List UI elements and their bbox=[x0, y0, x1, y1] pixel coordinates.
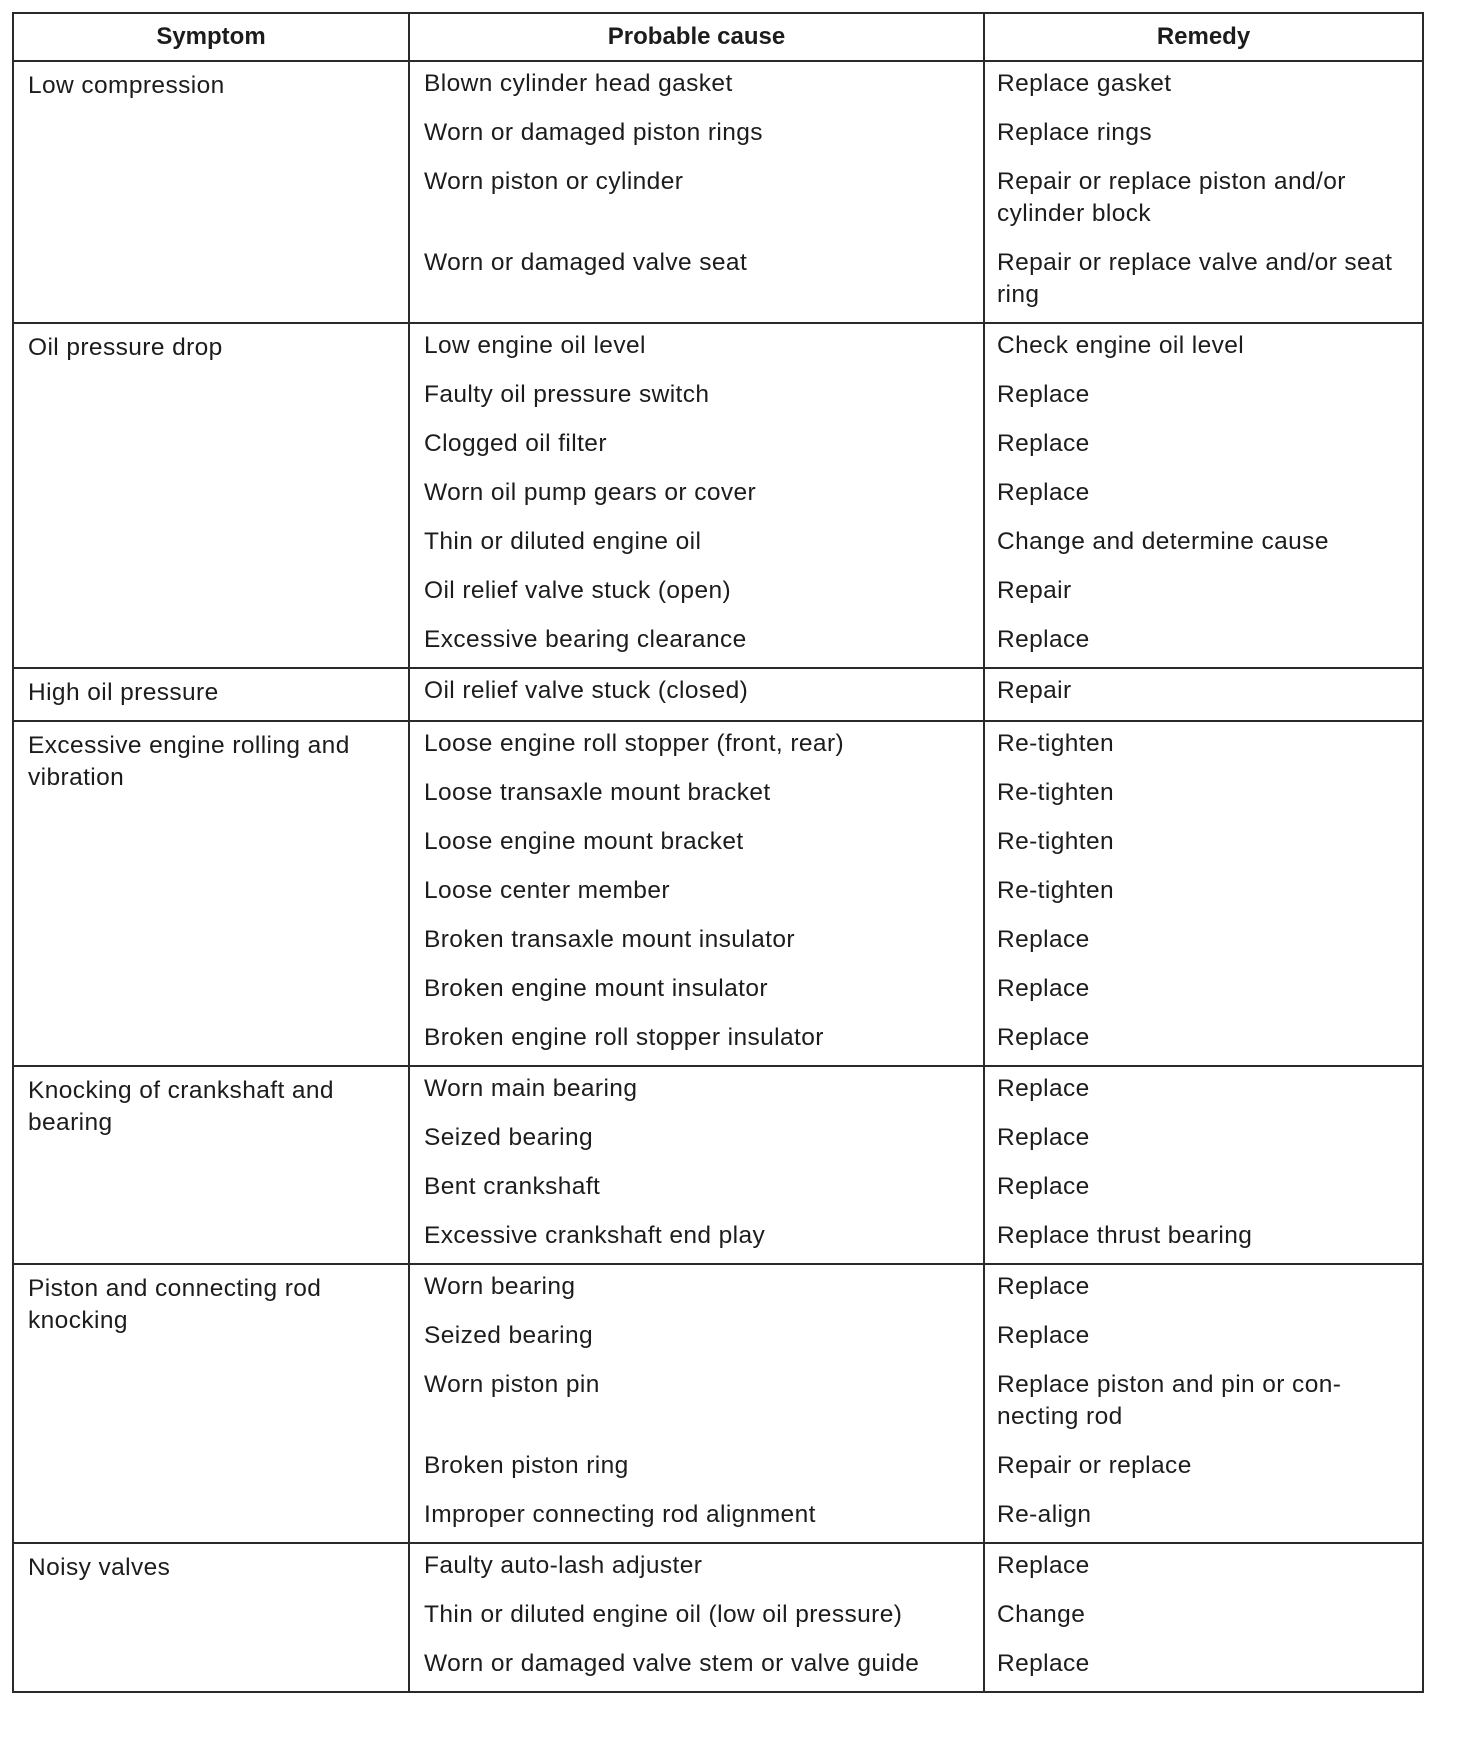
probable-cause-cell: Oil relief valve stuck (open) bbox=[409, 569, 984, 618]
remedy-cell: Replace bbox=[984, 1016, 1423, 1066]
remedy-cell: Replace bbox=[984, 1116, 1423, 1165]
remedy-cell: Replace piston and pin or con-necting rod bbox=[984, 1363, 1423, 1444]
probable-cause-cell: Loose engine roll stopper (front, rear) bbox=[409, 721, 984, 771]
probable-cause-cell: Worn piston or cylinder bbox=[409, 160, 984, 241]
table-row bbox=[13, 1264, 1423, 1314]
remedy-cell: Replace gasket bbox=[984, 61, 1423, 111]
probable-cause-cell: Worn or damaged piston rings bbox=[409, 111, 984, 160]
probable-cause-cell: Thin or diluted engine oil (low oil pressure) bbox=[409, 1593, 984, 1642]
table-row bbox=[13, 1543, 1423, 1593]
remedy-cell: Repair or replace piston and/or cylinder block bbox=[984, 160, 1423, 241]
table-row bbox=[13, 668, 1423, 721]
remedy-cell: Replace bbox=[984, 1642, 1423, 1692]
header-symptom: Symptom bbox=[13, 13, 409, 61]
probable-cause-cell: Faulty auto-lash adjuster bbox=[409, 1543, 984, 1593]
symptom-cell: Piston and connecting rod knocking bbox=[13, 1264, 409, 1543]
probable-cause-cell: Excessive crankshaft end play bbox=[409, 1214, 984, 1264]
probable-cause-cell: Worn bearing bbox=[409, 1264, 984, 1314]
remedy-cell: Replace bbox=[984, 1543, 1423, 1593]
symptom-group bbox=[13, 721, 1423, 1066]
remedy-cell: Replace bbox=[984, 918, 1423, 967]
remedy-cell: Re-align bbox=[984, 1493, 1423, 1543]
table-row bbox=[13, 1066, 1423, 1116]
symptom-group bbox=[13, 668, 1423, 721]
probable-cause-cell: Loose transaxle mount bracket bbox=[409, 771, 984, 820]
symptom-group bbox=[13, 1543, 1423, 1692]
remedy-cell: Re-tighten bbox=[984, 869, 1423, 918]
probable-cause-cell: Seized bearing bbox=[409, 1314, 984, 1363]
probable-cause-cell: Excessive bearing clearance bbox=[409, 618, 984, 668]
table-row bbox=[13, 61, 1423, 111]
probable-cause-cell: Loose engine mount bracket bbox=[409, 820, 984, 869]
remedy-cell: Change bbox=[984, 1593, 1423, 1642]
header-row bbox=[13, 13, 1423, 61]
probable-cause-cell: Worn piston pin bbox=[409, 1363, 984, 1444]
probable-cause-cell: Worn main bearing bbox=[409, 1066, 984, 1116]
symptom-cell: High oil pressure bbox=[13, 668, 409, 721]
symptom-cell: Noisy valves bbox=[13, 1543, 409, 1692]
troubleshooting-table bbox=[12, 12, 1424, 1693]
remedy-cell: Re-tighten bbox=[984, 771, 1423, 820]
symptom-cell: Excessive engine rolling and vibration bbox=[13, 721, 409, 1066]
probable-cause-cell: Loose center member bbox=[409, 869, 984, 918]
probable-cause-cell: Improper connecting rod alignment bbox=[409, 1493, 984, 1543]
remedy-cell: Repair bbox=[984, 569, 1423, 618]
probable-cause-cell: Thin or diluted engine oil bbox=[409, 520, 984, 569]
probable-cause-cell: Broken piston ring bbox=[409, 1444, 984, 1493]
probable-cause-cell: Bent crankshaft bbox=[409, 1165, 984, 1214]
symptom-group bbox=[13, 1264, 1423, 1543]
remedy-cell: Replace bbox=[984, 373, 1423, 422]
probable-cause-cell: Broken engine roll stopper insulator bbox=[409, 1016, 984, 1066]
remedy-cell: Replace bbox=[984, 967, 1423, 1016]
table-row bbox=[13, 323, 1423, 373]
remedy-cell: Replace bbox=[984, 618, 1423, 668]
remedy-cell: Repair or replace valve and/or seat ring bbox=[984, 241, 1423, 323]
probable-cause-cell: Oil relief valve stuck (closed) bbox=[409, 668, 984, 721]
probable-cause-cell: Broken engine mount insulator bbox=[409, 967, 984, 1016]
probable-cause-cell: Seized bearing bbox=[409, 1116, 984, 1165]
probable-cause-cell: Worn or damaged valve stem or valve guide bbox=[409, 1642, 984, 1692]
probable-cause-cell: Low engine oil level bbox=[409, 323, 984, 373]
remedy-cell: Repair or replace bbox=[984, 1444, 1423, 1493]
symptom-cell: Knocking of crankshaft and bearing bbox=[13, 1066, 409, 1264]
document-page bbox=[12, 12, 1422, 1693]
remedy-cell: Repair bbox=[984, 668, 1423, 721]
probable-cause-cell: Faulty oil pressure switch bbox=[409, 373, 984, 422]
symptom-group bbox=[13, 323, 1423, 668]
header-remedy: Remedy bbox=[984, 13, 1423, 61]
probable-cause-cell: Clogged oil filter bbox=[409, 422, 984, 471]
symptom-group bbox=[13, 61, 1423, 323]
remedy-cell: Replace bbox=[984, 1264, 1423, 1314]
remedy-cell: Replace thrust bearing bbox=[984, 1214, 1423, 1264]
remedy-cell: Replace rings bbox=[984, 111, 1423, 160]
remedy-cell: Re-tighten bbox=[984, 721, 1423, 771]
remedy-cell: Check engine oil level bbox=[984, 323, 1423, 373]
header-probable-cause: Probable cause bbox=[409, 13, 984, 61]
probable-cause-cell: Broken transaxle mount insulator bbox=[409, 918, 984, 967]
probable-cause-cell: Worn or damaged valve seat bbox=[409, 241, 984, 323]
remedy-cell: Replace bbox=[984, 1314, 1423, 1363]
probable-cause-cell: Blown cylinder head gasket bbox=[409, 61, 984, 111]
symptom-group bbox=[13, 1066, 1423, 1264]
remedy-cell: Change and determine cause bbox=[984, 520, 1423, 569]
probable-cause-cell: Worn oil pump gears or cover bbox=[409, 471, 984, 520]
table-header bbox=[13, 13, 1423, 61]
remedy-cell: Replace bbox=[984, 471, 1423, 520]
symptom-cell: Low compression bbox=[13, 61, 409, 323]
table-row bbox=[13, 721, 1423, 771]
remedy-cell: Replace bbox=[984, 1165, 1423, 1214]
remedy-cell: Replace bbox=[984, 422, 1423, 471]
remedy-cell: Replace bbox=[984, 1066, 1423, 1116]
symptom-cell: Oil pressure drop bbox=[13, 323, 409, 668]
remedy-cell: Re-tighten bbox=[984, 820, 1423, 869]
